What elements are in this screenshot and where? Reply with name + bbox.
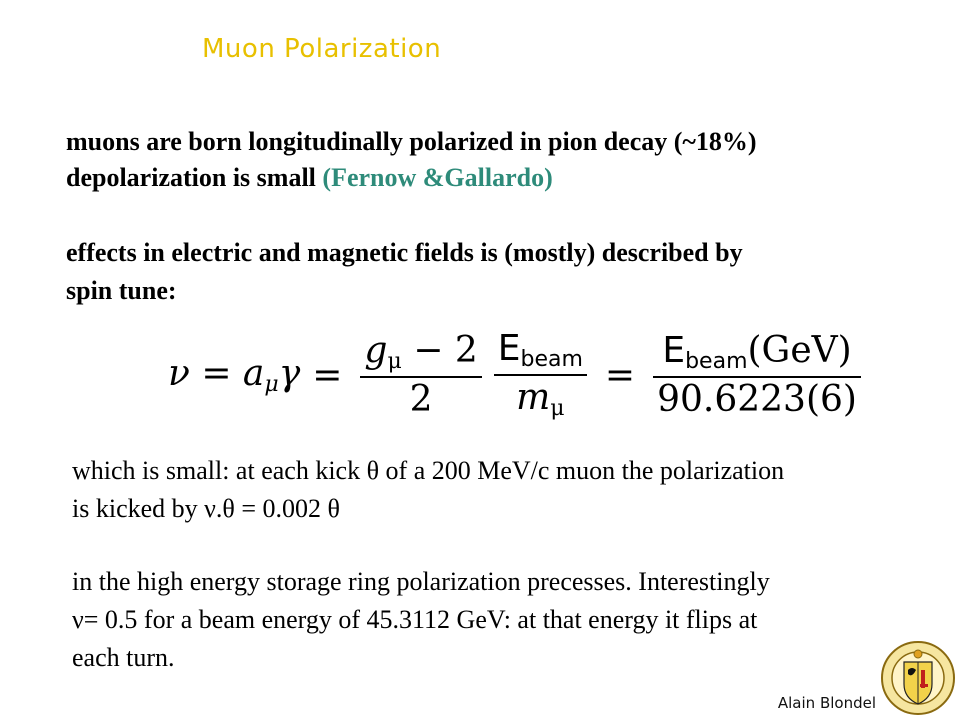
formula-equals-1: = [312, 354, 343, 396]
formula-lhs: $\nu = a_\mu\gamma$ [168, 353, 301, 397]
author-name: Alain Blondel [777, 694, 876, 712]
paragraph3-line1: which is small: at each kick θ of a 200 MeV/c muon the polarization [72, 456, 785, 485]
university-seal-icon [880, 640, 956, 716]
slide-title: Muon Polarization [202, 34, 442, 64]
paragraph1-line2-text: depolarization is small [66, 163, 323, 192]
paragraph4-line1: in the high energy storage ring polarization precesses. Interestingly [72, 567, 770, 596]
citation: (Fernow &Gallardo) [322, 163, 553, 192]
paragraph2-line2: spin tune: [66, 276, 177, 305]
fraction-g-factor: $\frac{g_\mu - 2}{2}$ [360, 332, 481, 419]
fraction-energy-gev: $\frac{E_{beam}(GeV)}{90.6223(6)}$ [653, 332, 861, 419]
paragraph4-line2: ν= 0.5 for a beam energy of 45.3112 GeV: at that energy it flips at [72, 605, 758, 634]
paragraph4-line3: each turn. [72, 643, 175, 672]
paragraph3-line2: is kicked by ν.θ = 0.002 θ [72, 494, 340, 523]
paragraph2-line1: effects in electric and magnetic fields is (mostly) described by [66, 238, 743, 267]
fraction-energy-mass: $\frac{E_{beam}}{m_\mu}$ [494, 330, 587, 420]
paragraph1-line1: muons are born longitudinally polarized in pion decay (~18%) [66, 127, 757, 156]
spin-tune-formula [168, 327, 857, 421]
formula-equals-2: = [604, 354, 636, 396]
paragraph1-line2 [66, 163, 553, 193]
